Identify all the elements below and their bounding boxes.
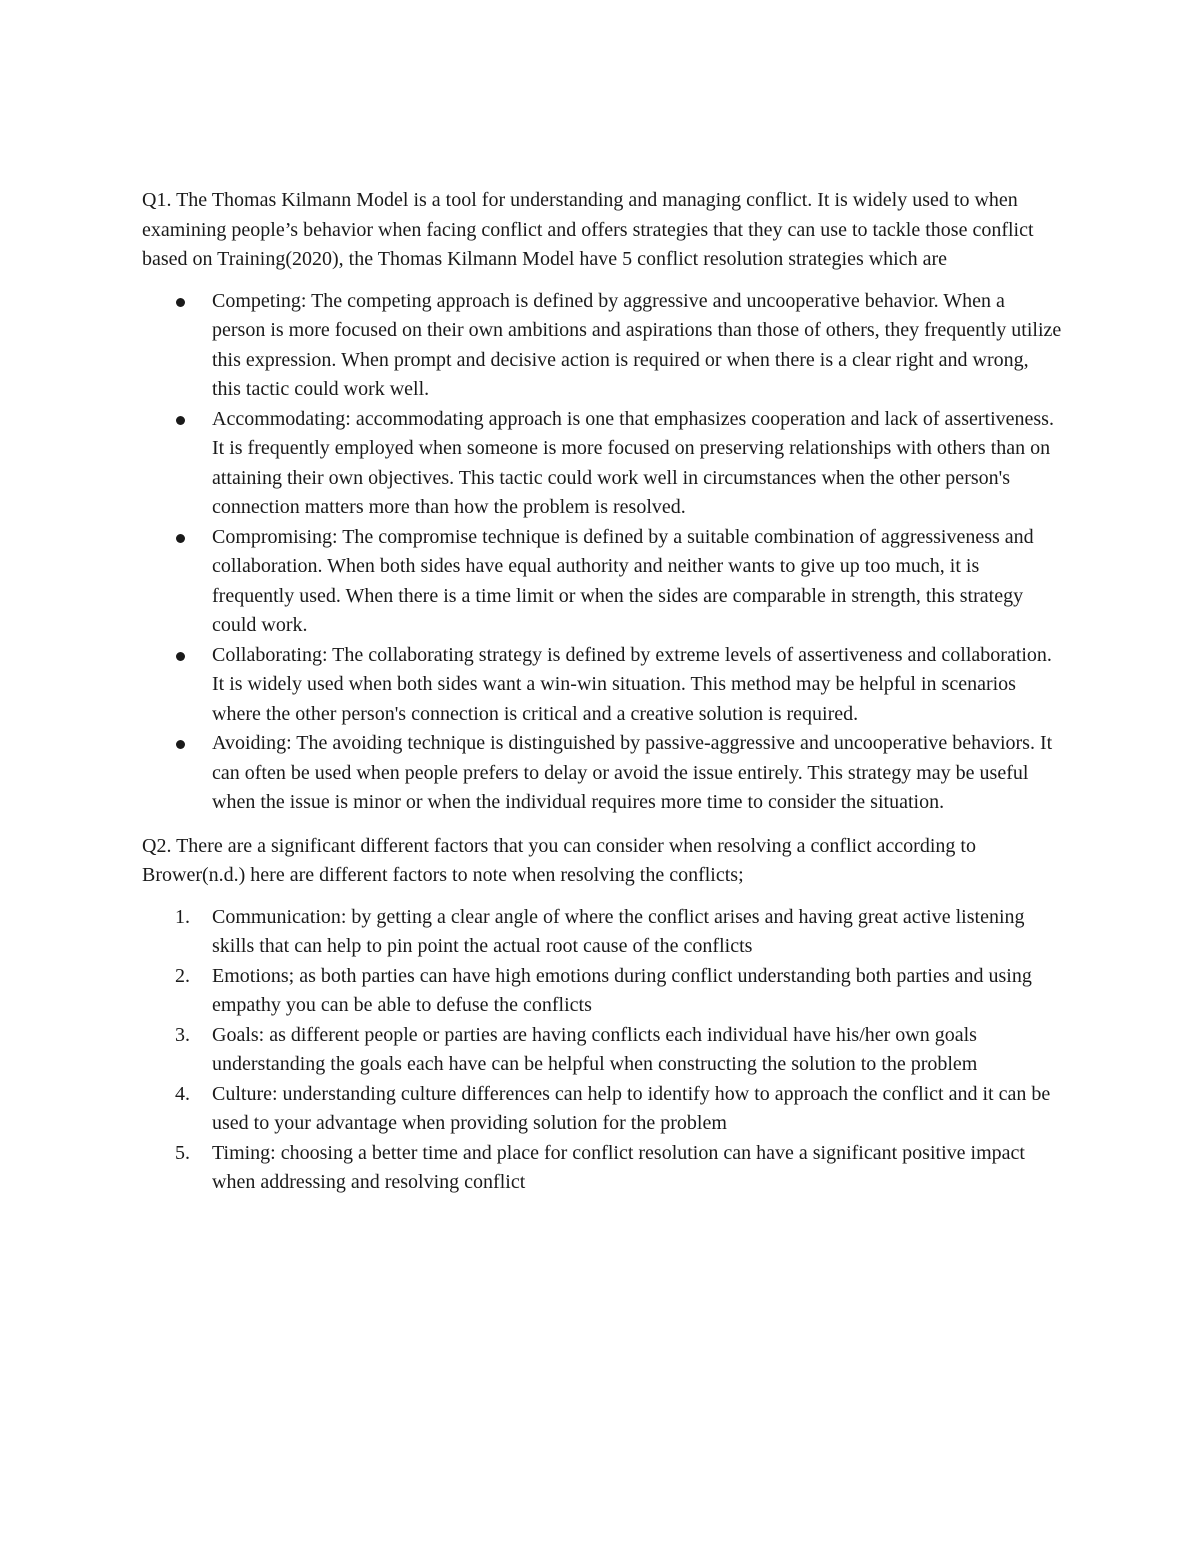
list-item-compromising <box>142 523 1062 641</box>
factors-list <box>142 903 1062 1198</box>
document-page <box>142 186 1062 1212</box>
list-number: 1. <box>175 905 190 928</box>
strategies-list <box>142 287 1062 818</box>
list-number: 2. <box>175 964 190 987</box>
list-number: 4. <box>175 1082 190 1105</box>
list-item-text: Communication: by getting a clear angle of where the conflict arises and having great active listening skills that can help to pin point the actual root cause of the conflicts <box>212 905 1025 957</box>
bullet-icon <box>176 416 185 425</box>
bullet-icon <box>176 298 185 307</box>
list-item-competing <box>142 287 1062 405</box>
list-item-text: Goals: as different people or parties are having conflicts each individual have his/her own goals understanding the goals each have can be helpful when constructing the solution to the problem <box>212 1023 978 1075</box>
list-item-avoiding <box>142 729 1062 818</box>
list-item-text: Timing: choosing a better time and place for conflict resolution can have a significant positive impact when addressing and resolving conflict <box>212 1141 1025 1193</box>
list-item-text: Emotions; as both parties can have high emotions during conflict understanding both parties and using empathy you can be able to defuse the conflicts <box>212 964 1032 1016</box>
list-item-timing <box>142 1139 1062 1198</box>
list-number: 5. <box>175 1141 190 1164</box>
list-item-text: Accommodating: accommodating approach is one that emphasizes cooperation and lack of assertiveness. It is frequently employed when someone is more focused on preserving relationships with others than on attaining their own objectives. This tactic could work well in circumstances when the other person's connection matters more than how the problem is resolved. <box>212 407 1054 518</box>
list-item-text: Compromising: The compromise technique is defined by a suitable combination of aggressiveness and collaboration. When both sides have equal authority and neither wants to give up too much, it is frequently used. When there is a time limit or when the sides are comparable in strength, this strategy could work. <box>212 525 1034 636</box>
list-number: 3. <box>175 1023 190 1046</box>
list-item-text: Competing: The competing approach is defined by aggressive and uncooperative behavior. When a person is more focused on their own ambitions and aspirations than those of others, they frequently utilize this expression. When prompt and decisive action is required or when there is a clear right and wrong, this tactic could work well. <box>212 289 1062 400</box>
q1-intro-paragraph: Q1. The Thomas Kilmann Model is a tool for understanding and managing conflict. It is widely used to when examining people’s behavior when facing conflict and offers strategies that they can use to tackle those conflict based on Training(2020), the Thomas Kilmann Model have 5 conflict resolution strategies which are <box>142 189 1034 270</box>
list-item-collaborating <box>142 641 1062 730</box>
bullet-icon <box>176 652 185 661</box>
list-item-accommodating <box>142 405 1062 523</box>
bullet-icon <box>176 534 185 543</box>
list-item-text: Collaborating: The collaborating strategy is defined by extreme levels of assertiveness and collaboration. It is widely used when both sides want a win-win situation. This method may be helpful in scenarios where the other person's connection is critical and a creative solution is required. <box>212 643 1052 725</box>
bullet-icon <box>176 740 185 749</box>
list-item-text: Culture: understanding culture differences can help to identify how to approach the conflict and it can be used to your advantage when providing solution for the problem <box>212 1082 1051 1134</box>
list-item-culture <box>142 1080 1062 1139</box>
list-item-goals <box>142 1021 1062 1080</box>
list-item-communication <box>142 903 1062 962</box>
list-item-text: Avoiding: The avoiding technique is distinguished by passive-aggressive and uncooperative behaviors. It can often be used when people prefers to delay or avoid the issue entirely. This strategy may be useful when the issue is minor or when the individual requires more time to consider the situation. <box>212 732 1053 813</box>
q2-intro-paragraph: Q2. There are a significant different factors that you can consider when resolving a conflict according to Brower(n.d.) here are different factors to note when resolving the conflicts; <box>142 834 976 886</box>
list-item-emotions <box>142 962 1062 1021</box>
